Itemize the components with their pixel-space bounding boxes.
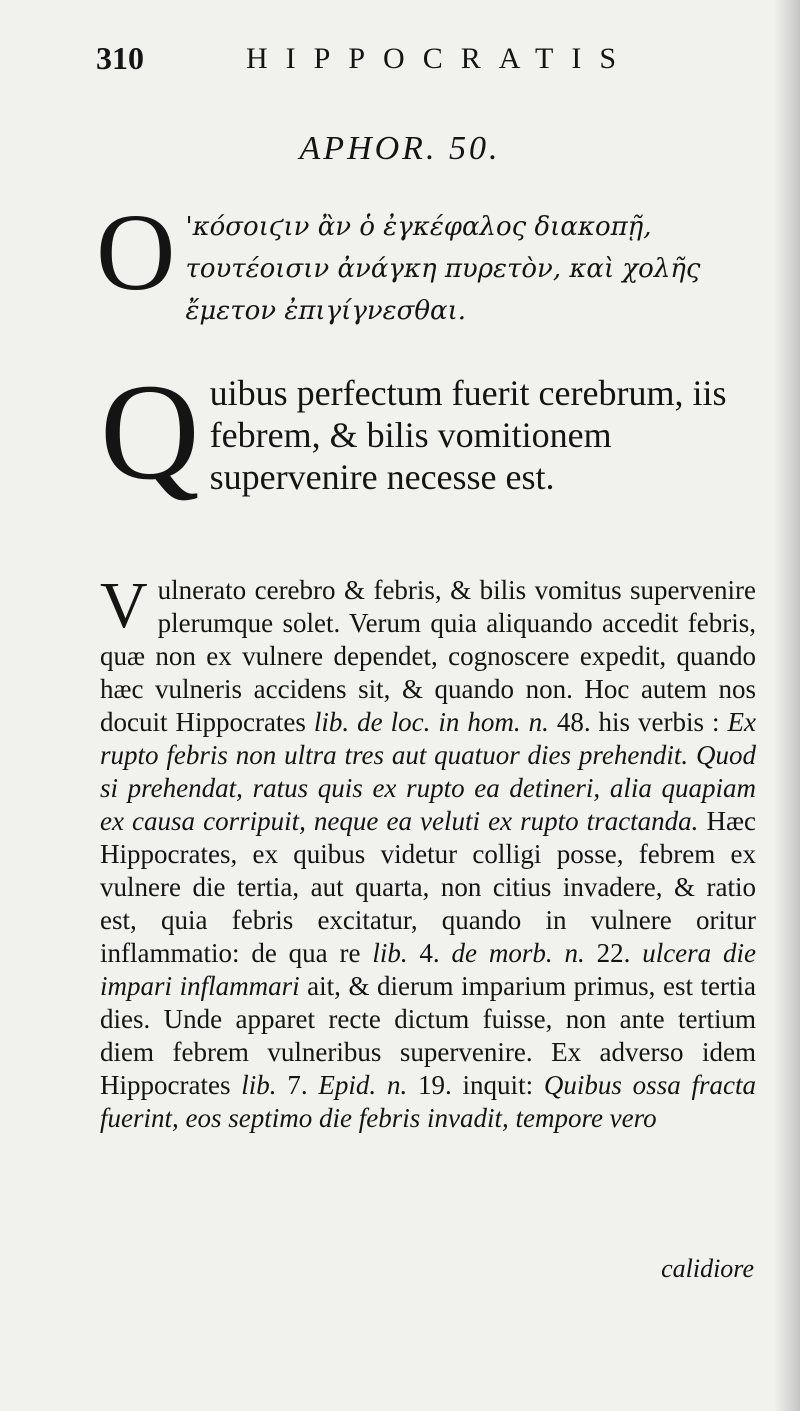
- quotation: ulcera die impari inflammari: [100, 938, 756, 1001]
- commentary-text: ulnerato cerebro & febris, & bilis vomitus supervenire plerumque solet. Verum quia aliquando accedit febris, quæ non ex vulnere dependet, cognoscere expedit, quando hæc vulneris accidens sit, & quando non. Hoc autem nos docuit Hippocrates: [100, 575, 756, 737]
- citation: lib. de loc. in hom. n.: [313, 707, 549, 737]
- latin-aphorism-text: uibus perfectum fuerit cerebrum, iis febrem, & bilis vomitionem supervenire necesse est.: [209, 373, 727, 497]
- commentary-text: ait, & dierum imparium primus, est tertia dies. Unde apparet recte dictum fuisse, non ante tertium diem febrem vulneribus supervenire. Ex adverso idem Hippocrates: [100, 971, 756, 1100]
- citation: lib.: [241, 1070, 277, 1100]
- latin-aphorism: [96, 355, 756, 512]
- citation: Epid. n.: [318, 1070, 408, 1100]
- citation: de morb. n.: [451, 938, 585, 968]
- commentary-text: 22.: [584, 938, 643, 968]
- greek-drop-initial: O: [96, 191, 176, 313]
- commentary-drop-initial: V: [100, 569, 148, 642]
- commentary-text: 48. his verbis :: [548, 707, 728, 737]
- commentary-text: 19. inquit:: [407, 1070, 544, 1100]
- quotation: Quibus ossa fracta fuerint, eos septimo die febris invadit, tempore vero: [100, 1070, 756, 1133]
- commentary-text: Hæc Hippocrates, ex quibus videtur colligi posse, febrem ex vulnere die tertia, aut quarta, non citius invadere, & ratio est, quia febris excitatur, quando in vulnere oritur inflammatio: de qua re: [100, 806, 756, 968]
- aphorism-title: APHOR. 50.: [299, 130, 501, 167]
- commentary-text: 7.: [276, 1070, 319, 1100]
- greek-text: 'κόσοιϛιν ἂν ὁ ἐγκέφαλος διακοπῇ, τουτέοισιν ἀνάγκη πυρετὸν, καὶ χολῆς ἔμετον ἐπιγίγνεσθαι.: [185, 212, 701, 326]
- running-title: HIPPOCRATIS: [246, 42, 635, 75]
- greek-aphorism: [96, 191, 756, 341]
- commentary-text: 4.: [407, 938, 452, 968]
- page-header: [96, 40, 756, 84]
- catchword: calidiore: [661, 1254, 754, 1283]
- quotation: Ex rupto febris non ultra tres aut quatuor dies prehendit. Quod si prehendat, ratus quis ex rupto ea detineri, alia quapiam ex causa corripuit, neque ea veluti ex rupto tractanda.: [100, 707, 756, 836]
- page-number: 310: [96, 40, 144, 76]
- latin-drop-initial: Q: [100, 355, 200, 508]
- commentary: [100, 569, 756, 1314]
- citation: lib.: [372, 938, 408, 968]
